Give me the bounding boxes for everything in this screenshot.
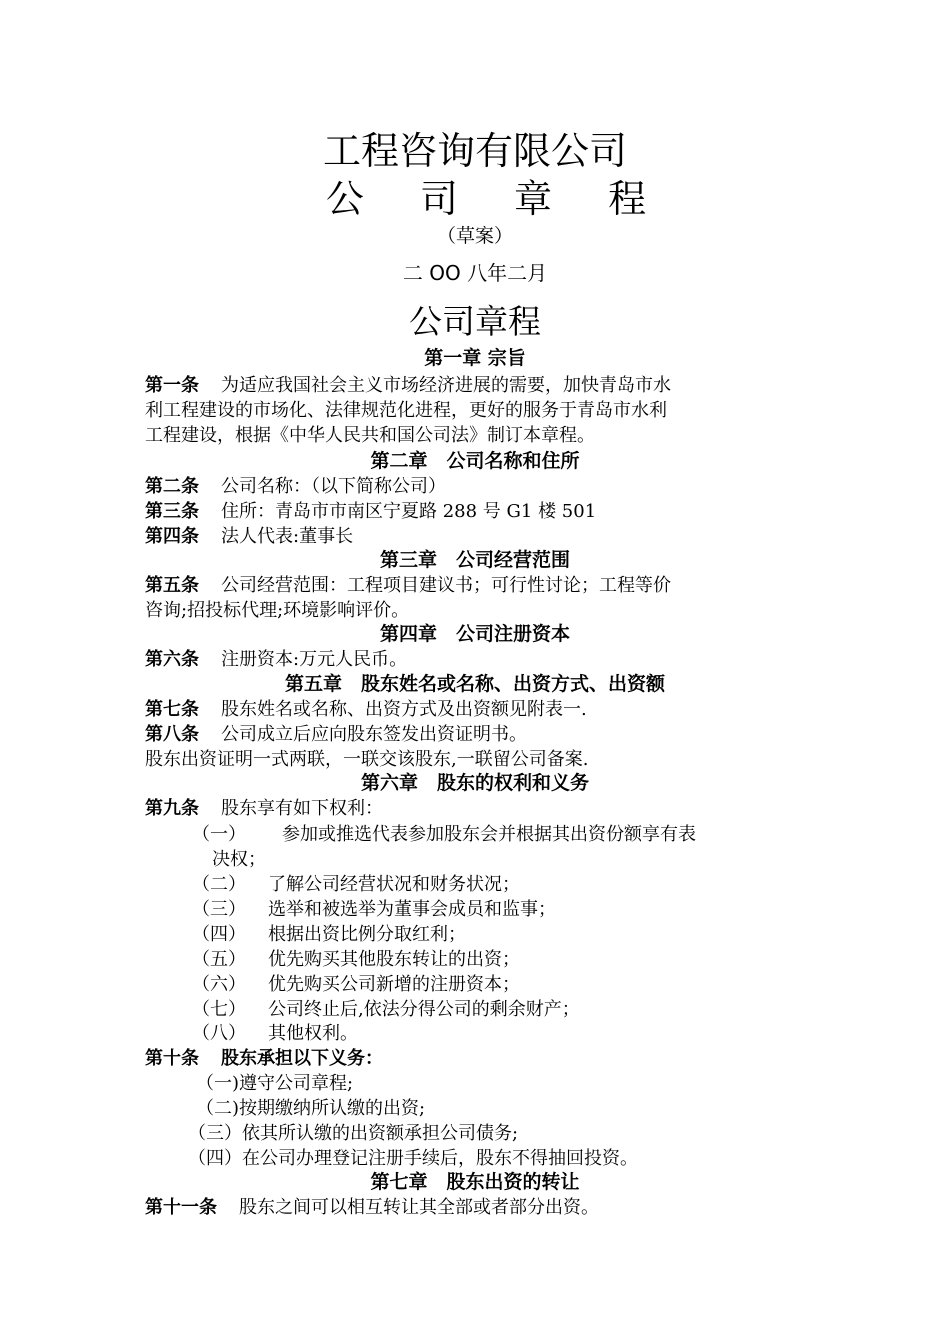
article-10-number: 第十条	[145, 1048, 199, 1069]
article-11-text: 股东之间可以相互转让其全部或者部分出资。	[239, 1197, 599, 1218]
article-8-text: 公司成立后应向股东签发出资证明书。	[221, 724, 527, 745]
article-1-line-3: 工程建设，根据《中华人民共和国公司法》制订本章程。	[145, 425, 595, 446]
right-item-mark: （四）	[192, 924, 246, 945]
right-item	[192, 922, 466, 947]
right-item-mark: （六）	[192, 974, 246, 995]
chapter-6-title: 第六章 股东的权利和义务	[360, 772, 589, 794]
article-7	[145, 697, 587, 722]
right-item	[192, 997, 580, 1022]
article-4-number: 第四条	[145, 526, 199, 547]
main-title: 公司章程	[409, 302, 541, 341]
article-5-number: 第五条	[145, 575, 199, 596]
right-item	[192, 872, 520, 897]
duty-item: （四）在公司办理登记注册手续后，股东不得抽回投资。	[188, 1148, 638, 1169]
article-1-number: 第一条	[145, 375, 199, 396]
right-item	[192, 972, 520, 997]
article-10-text: 股东承担以下义务：	[221, 1048, 383, 1069]
article-8-number: 第八条	[145, 724, 199, 745]
right-item-continuation: 决权；	[212, 849, 266, 870]
article-2-number: 第二条	[145, 476, 199, 497]
article-11	[145, 1195, 599, 1220]
article-4	[145, 524, 353, 549]
chapter-3-title: 第三章 公司经营范围	[379, 549, 570, 571]
right-item-mark: （八）	[192, 1023, 246, 1044]
duty-item: （二)按期缴纳所认缴的出资;	[196, 1098, 426, 1119]
article-1-line-2: 利工程建设的市场化、法律规范化进程，更好的服务于青岛市水利	[145, 400, 667, 421]
article-10	[145, 1046, 383, 1071]
right-item-text: 了解公司经营状况和财务状况；	[268, 874, 520, 895]
article-6-number: 第六条	[145, 649, 199, 670]
right-item-text: 根据出资比例分取红利；	[268, 924, 466, 945]
duty-item: （三）依其所认缴的出资额承担公司债务;	[188, 1123, 519, 1144]
chapter-4-title: 第四章 公司注册资本	[379, 623, 570, 645]
document-date: 二 OO 八年二月	[402, 261, 548, 285]
article-7-number: 第七条	[145, 699, 199, 720]
right-item-text: 选举和被选举为董事会成员和监事；	[268, 899, 556, 920]
article-1-text: 为适应我国社会主义市场经济进展的需要，加快青岛市水	[221, 375, 671, 396]
right-item-mark: （三）	[192, 899, 246, 920]
right-item-mark: （五）	[192, 949, 246, 970]
chapter-5-title: 第五章 股东姓名或名称、出资方式、出资额	[284, 673, 665, 695]
right-item-mark: （一）	[192, 824, 246, 845]
article-6-text: 注册资本:万元人民币。	[221, 649, 408, 670]
article-3	[145, 499, 596, 524]
right-item-mark: （七）	[192, 999, 246, 1020]
article-9-text: 股东享有如下权利：	[221, 798, 383, 819]
right-item	[192, 822, 696, 847]
chapter-7-title: 第七章 股东出资的转让	[370, 1171, 580, 1193]
article-8-line-2: 股东出资证明一式两联，一联交该股东,一联留公司备案.	[145, 749, 589, 770]
right-item	[192, 897, 556, 922]
article-2-text: 公司名称：（以下简称公司）	[221, 476, 446, 497]
article-2	[145, 474, 446, 499]
right-item-text: 公司终止后,依法分得公司的剩余财产；	[268, 999, 580, 1020]
company-name: 工程咨询有限公司	[322, 129, 627, 173]
right-item-mark: （二）	[192, 874, 246, 895]
right-item-text: 参加或推选代表参加股东会并根据其出资份额享有表	[282, 824, 696, 845]
document-type-title: 公 司 章 程	[325, 177, 669, 221]
article-3-text: 住所：青岛市市南区宁夏路 288 号 G1 楼 501	[221, 501, 597, 522]
article-1	[145, 373, 671, 398]
right-item	[192, 1021, 358, 1046]
chapter-1-title: 第一章 宗旨	[424, 347, 526, 369]
article-7-text: 股东姓名或名称、出资方式及出资额见附表一.	[221, 699, 587, 720]
article-8	[145, 722, 527, 747]
right-item-text: 优先购买公司新增的注册资本；	[268, 974, 520, 995]
chapter-2-title: 第二章 公司名称和住所	[370, 450, 580, 472]
right-item-text: 其他权利。	[268, 1023, 358, 1044]
duty-item: （一)遵守公司章程;	[196, 1073, 354, 1094]
article-4-text: 法人代表:董事长	[221, 526, 354, 547]
right-item-text: 优先购买其他股东转让的出资；	[268, 949, 520, 970]
draft-label: （草案）	[436, 225, 513, 247]
article-5-line-2: 咨询;招投标代理;环境影响评价。	[145, 600, 410, 621]
article-9	[145, 796, 383, 821]
article-5-text: 公司经营范围：工程项目建议书；可行性讨论；工程等价	[221, 575, 671, 596]
right-item	[192, 947, 520, 972]
article-11-number: 第十一条	[145, 1197, 217, 1218]
article-6	[145, 647, 407, 672]
article-9-number: 第九条	[145, 798, 199, 819]
article-5	[145, 573, 671, 598]
article-3-number: 第三条	[145, 501, 199, 522]
